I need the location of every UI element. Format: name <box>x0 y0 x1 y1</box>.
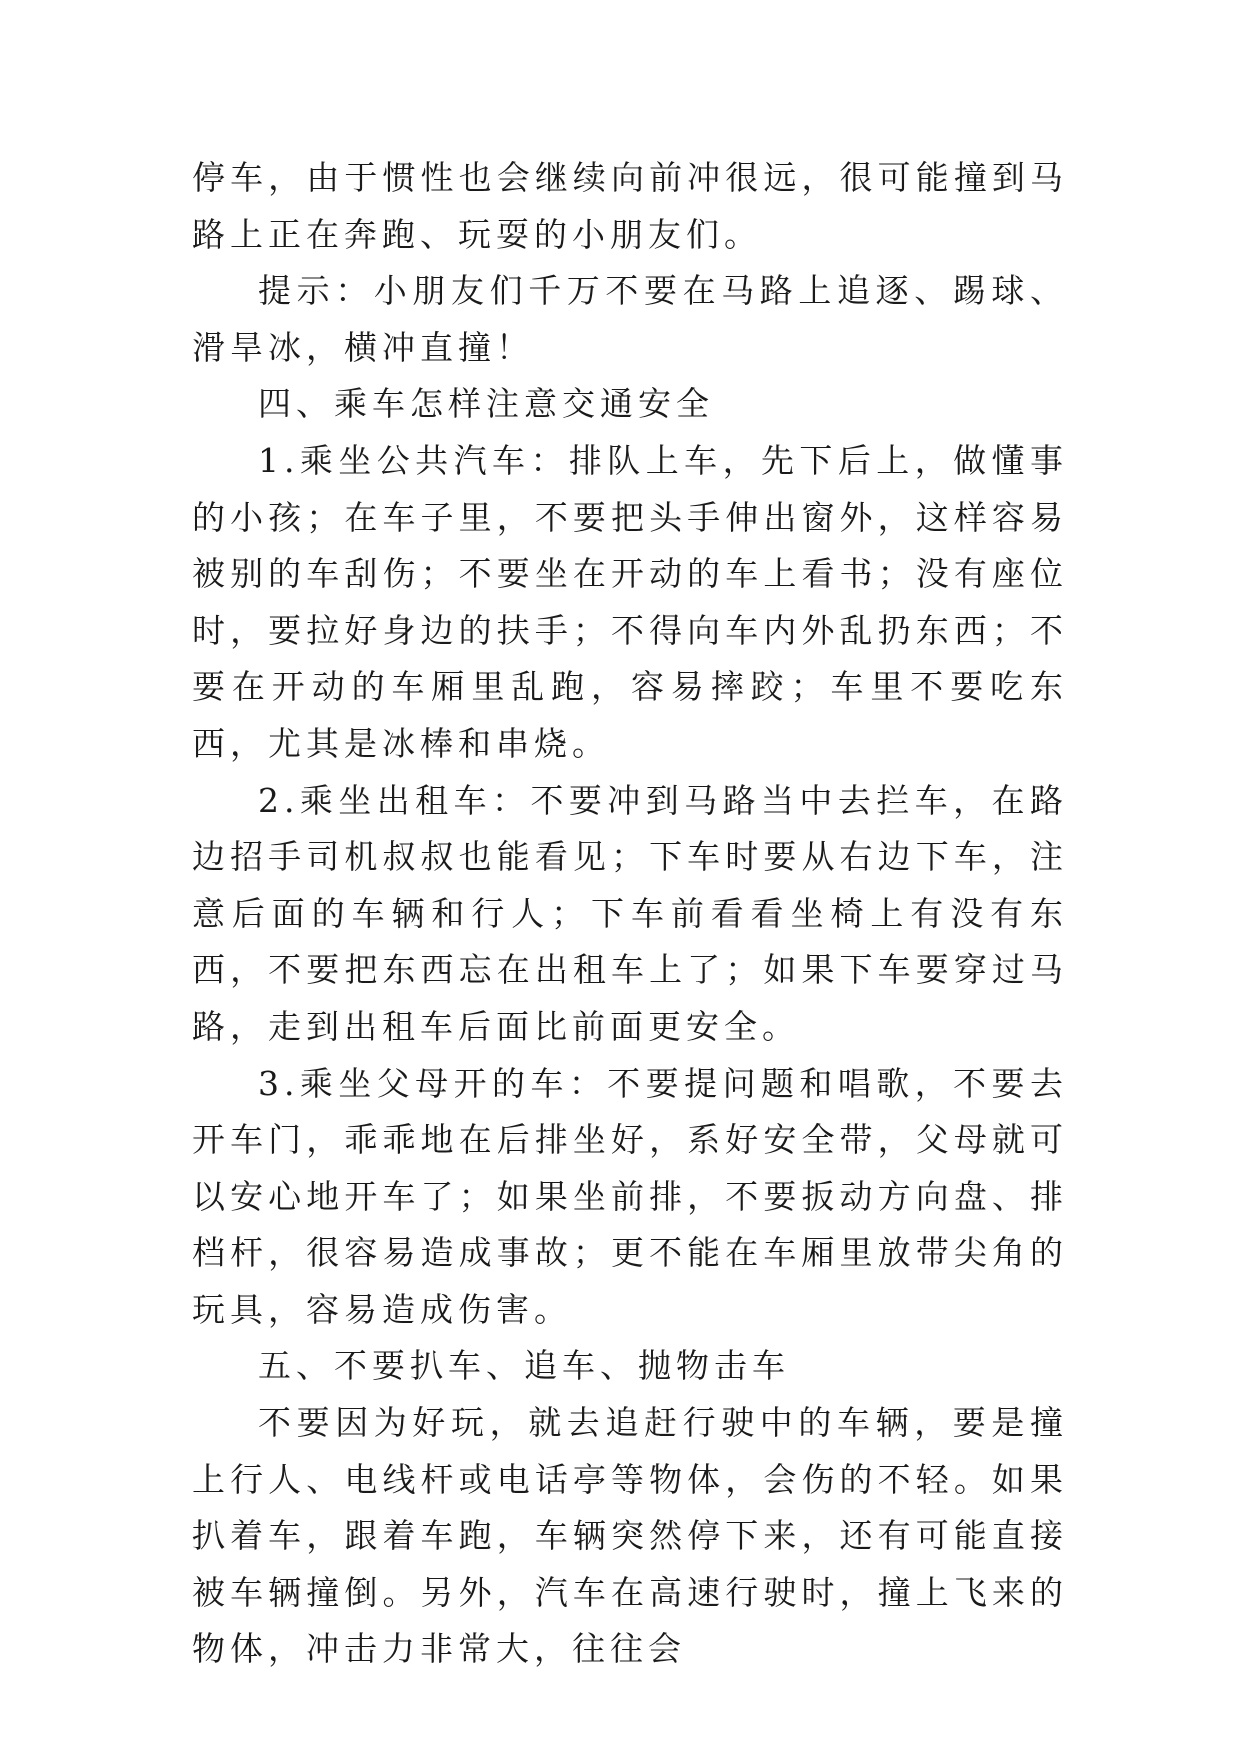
body-text <box>192 150 1068 1678</box>
paragraph-taxi: 2.乘坐出租车：不要冲到马路当中去拦车，在路边招手司机叔叔也能看见；下车时要从右边下车，注意后面的车辆和行人；下车前看看坐椅上有没有东西，不要把东西忘在出租车上了；如果下车要穿过马路，走到出租车后面比前面更安全。 <box>192 780 1068 1046</box>
paragraph-parents-car: 3.乘坐父母开的车：不要提问题和唱歌，不要去开车门，乖乖地在后排坐好，系好安全带，父母就可以安心地开车了；如果坐前排，不要扳动方向盘、排档杆，很容易造成事故；更不能在车厢里放带尖角的玩具，容易造成伤害。 <box>192 1063 1068 1329</box>
section-heading-5: 五、不要扒车、追车、抛物击车 <box>258 1346 790 1386</box>
paragraph-chasing-cars: 不要因为好玩，就去追赶行驶中的车辆，要是撞上行人、电线杆或电话亭等物体，会伤的不轻。如果扒着车，跟着车跑，车辆突然停下来，还有可能直接被车辆撞倒。另外，汽车在高速行驶时，撞上飞来的物体，冲击力非常大，往往会 <box>192 1403 1068 1669</box>
section-heading-4: 四、乘车怎样注意交通安全 <box>258 384 714 424</box>
paragraph-continuation: 停车，由于惯性也会继续向前冲很远，很可能撞到马路上正在奔跑、玩耍的小朋友们。 <box>192 158 1068 254</box>
paragraph-bus: 1.乘坐公共汽车：排队上车，先下后上，做懂事的小孩；在车子里，不要把头手伸出窗外，这样容易被别的车刮伤；不要坐在开动的车上看书；没有座位时，要拉好身边的扶手；不得向车内外乱扔东西；不要在开动的车厢里乱跑，容易摔跤；车里不要吃东西，尤其是冰棒和串烧。 <box>192 440 1068 763</box>
paragraph-tip: 提示：小朋友们千万不要在马路上追逐、踢球、滑旱冰，横冲直撞！ <box>192 271 1068 367</box>
